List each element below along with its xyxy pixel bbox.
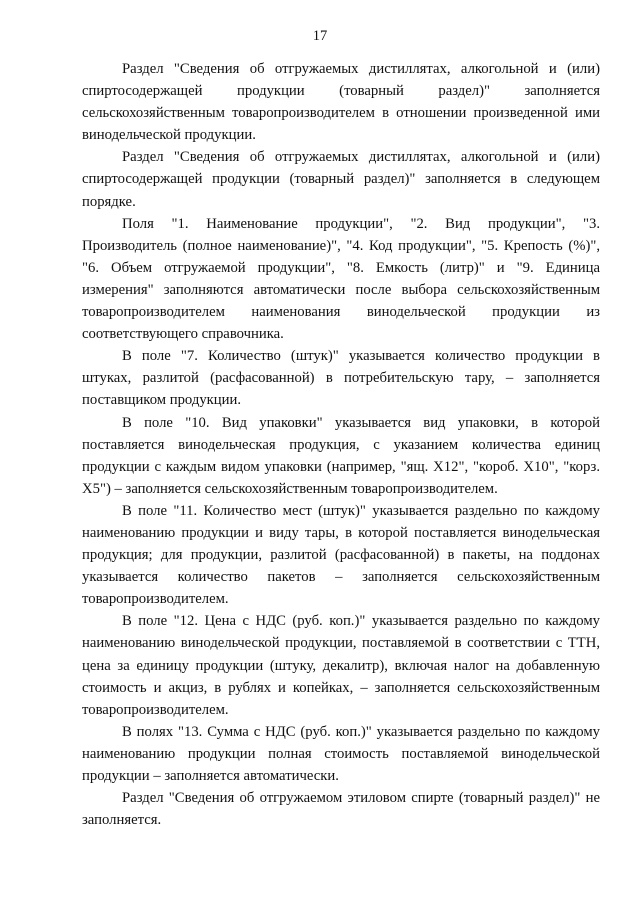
paragraph-7: В поле "12. Цена с НДС (руб. коп.)" указывается раздельно по каждому наименованию винодельческой продукции, поставляемой в соответствии с ТТН, цена за единицу продукции (штуку, декалитр), включая налог на добавленную стоимость и акциз, в рублях и копейках, – заполняется сельскохозяйственным товаропроизводителем.: [82, 613, 600, 718]
document-body: [82, 58, 600, 831]
paragraph-4: В поле "7. Количество (штук)" указывается количество продукции в штуках, разлитой (расфасованной) в потребительскую тару, – заполняется поставщиком продукции.: [82, 348, 600, 409]
page-number: 17: [312, 28, 328, 44]
paragraph-6: В поле "11. Количество мест (штук)" указывается раздельно по каждому наименованию продукции и виду тары, в которой поставляется винодельческая продукция; для продукции, разлитой (расфасованной) в пакеты, на поддонах указывается количество пакетов – заполняется сельскохозяйственным товаропроизводителем.: [82, 502, 600, 608]
paragraph-3: Поля "1. Наименование продукции", "2. Вид продукции", "3. Производитель (полное наименование)", "4. Код продукции", "5. Крепость (%)", "6. Объем отгружаемой продукции", "8. Емкость (литр)" и "9. Единица измерения" заполняются автоматически после выбора сельскохозяйственным товаропроизводителем наименования винодельческой продукции из соответствующего справочника.: [82, 215, 600, 343]
paragraph-2: Раздел "Сведения об отгружаемых дистиллятах, алкогольной и (или) спиртосодержащей продукции (товарный раздел)" заполняется в следующем порядке.: [82, 149, 600, 210]
paragraph-8: В полях "13. Сумма с НДС (руб. коп.)" указывается раздельно по каждому наименованию продукции полная стоимость поставляемой винодельческой продукции – заполняется автоматически.: [82, 723, 600, 784]
paragraph-1: Раздел "Сведения об отгружаемых дистиллятах, алкогольной и (или) спиртосодержащей продукции (товарный раздел)" заполняется сельскохозяйственным товаропроизводителем в отношении произведенной ими винодельческой продукции.: [82, 61, 600, 144]
paragraph-9: Раздел "Сведения об отгружаемом этиловом спирте (товарный раздел)" не заполняется.: [82, 790, 600, 829]
paragraph-5: В поле "10. Вид упаковки" указывается вид упаковки, в которой поставляется винодельческая продукция, с указанием количества единиц продукции с каждым видом упаковки (например, "ящ. X12", "короб. X10", "корз. X5") – заполняется сельскохозяйственным товаропроизводителем.: [82, 414, 600, 497]
